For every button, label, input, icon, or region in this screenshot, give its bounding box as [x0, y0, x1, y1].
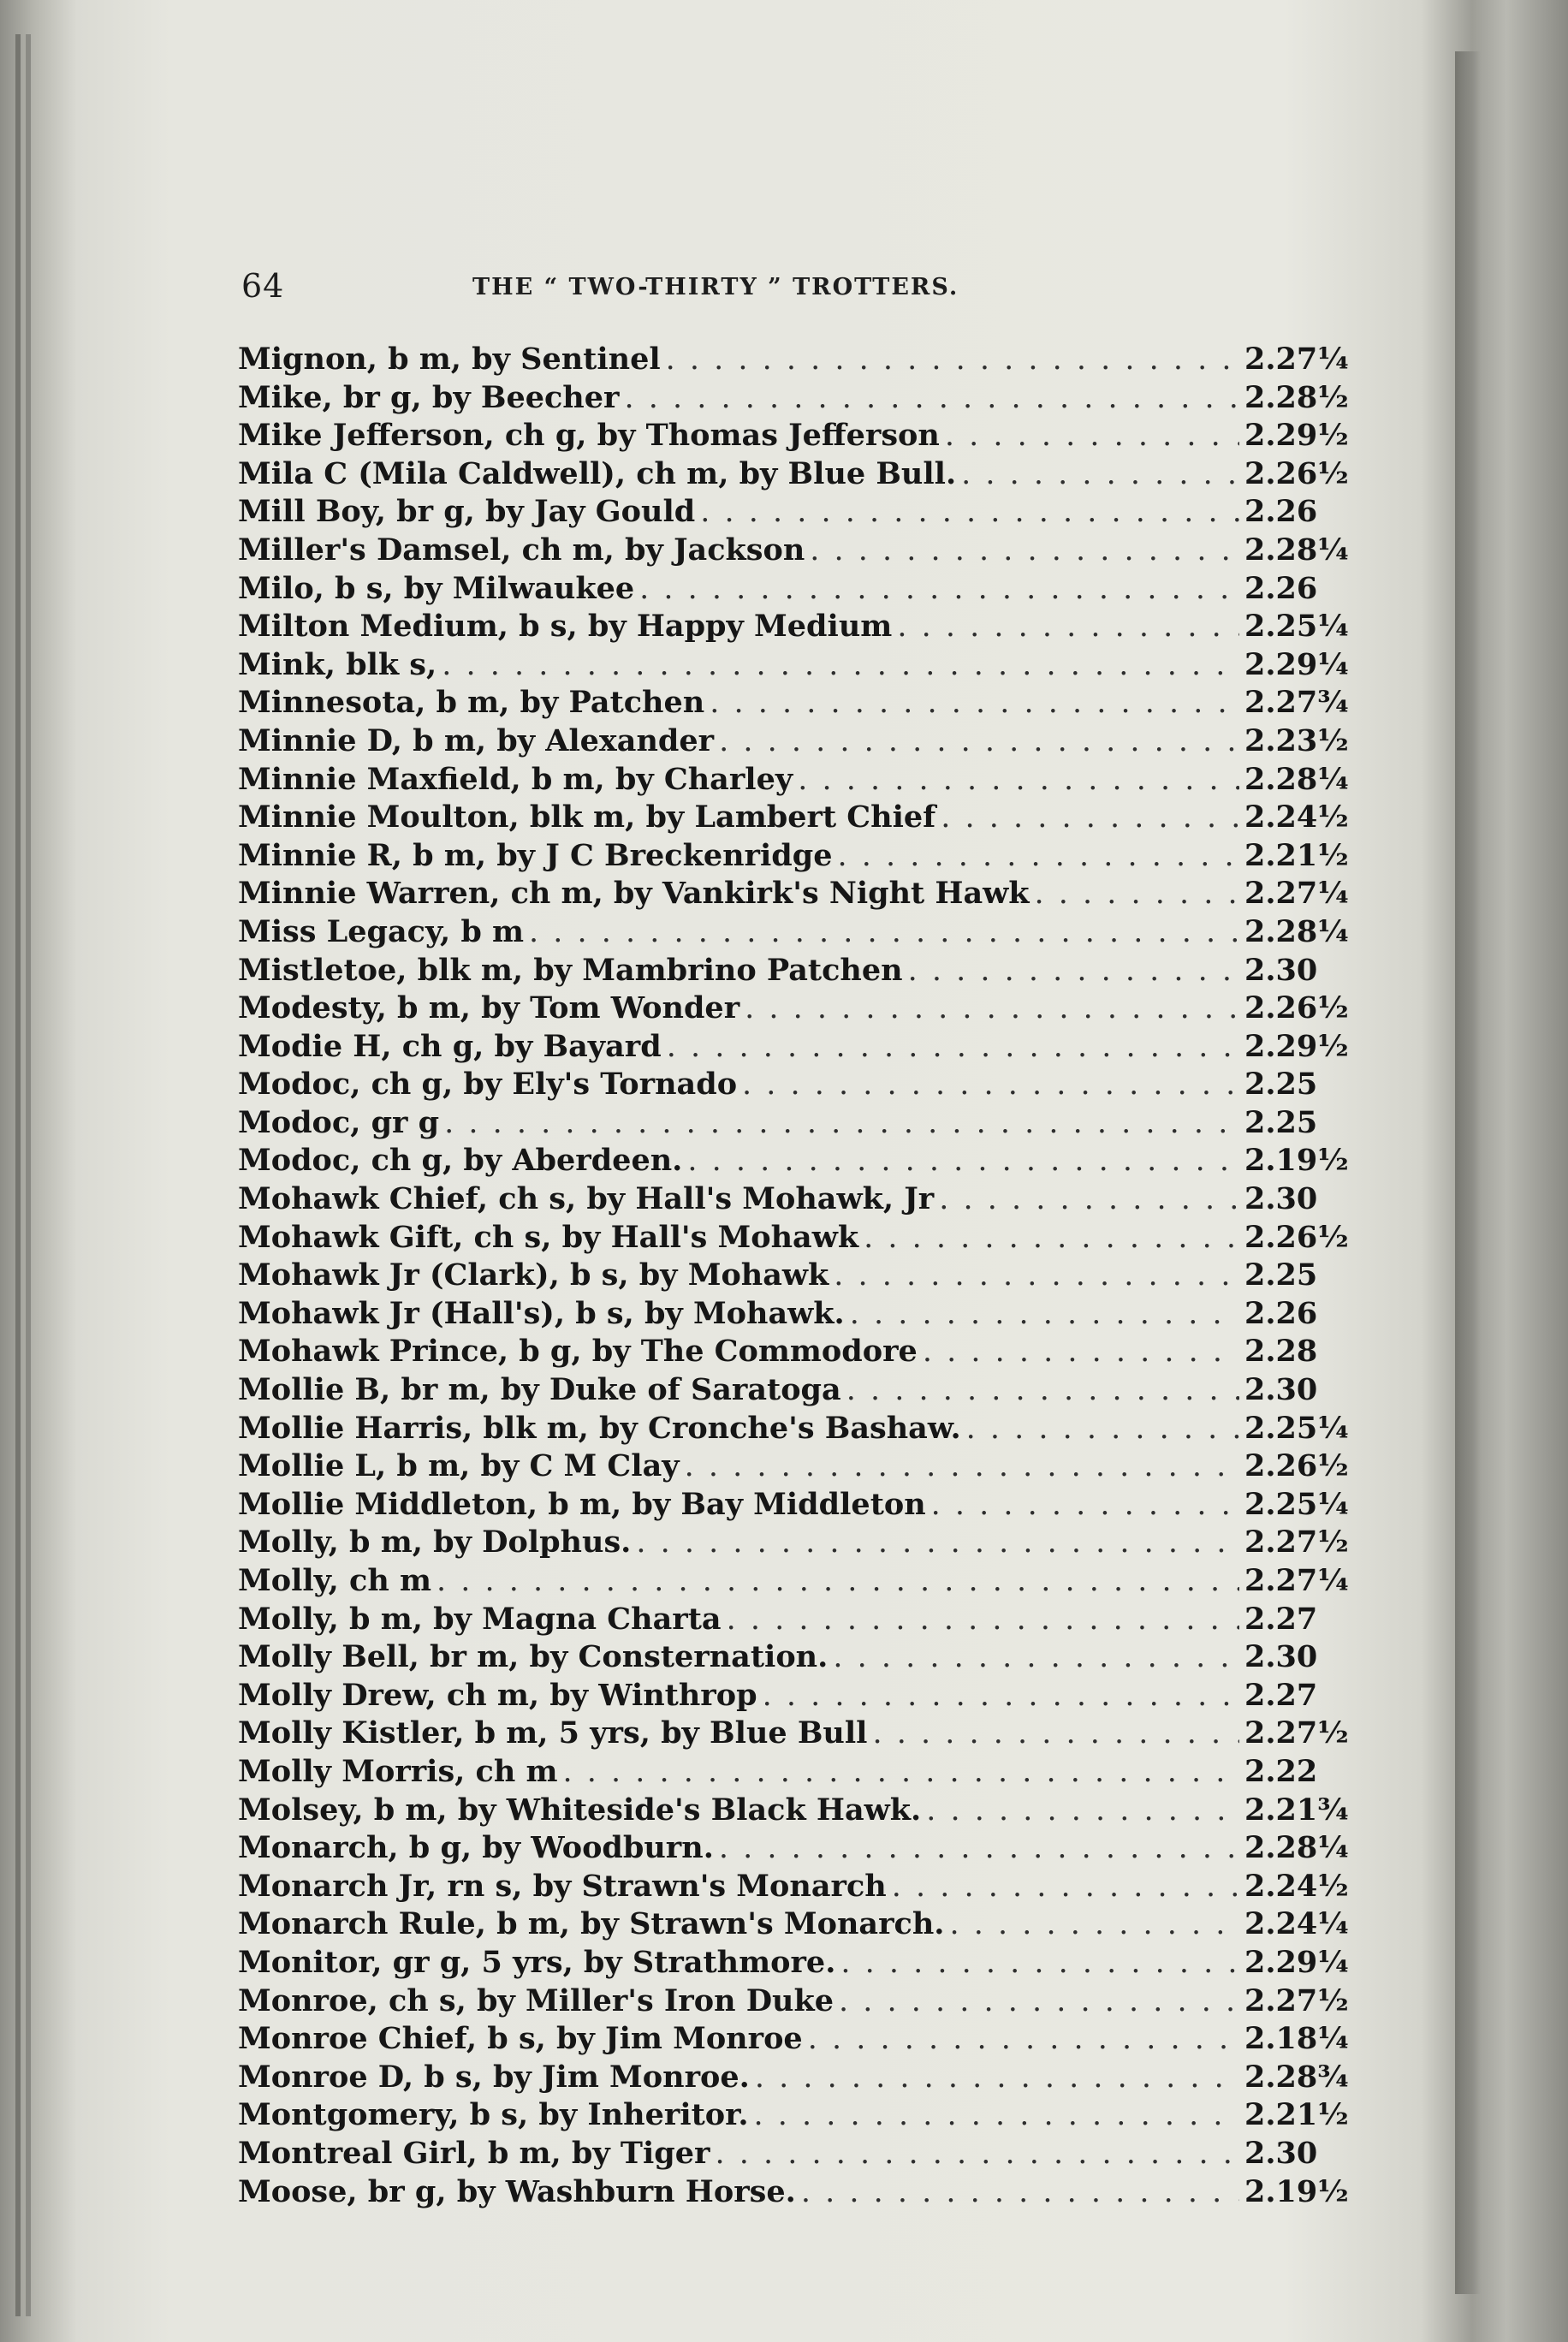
- list-item: [238, 1944, 1349, 1982]
- horse-description: Moose, br g, by Washburn Horse.: [238, 2173, 796, 2209]
- list-item: [238, 761, 1349, 799]
- horse-description: Minnesota, b m, by Patchen: [238, 685, 705, 721]
- dot-leader: [872, 1715, 1239, 1753]
- horse-description: Minnie Maxfield, b m, by Charley: [238, 761, 793, 797]
- list-item: [238, 1677, 1325, 1715]
- dot-leader: [931, 1486, 1239, 1525]
- record-time: 2.25¼: [1244, 609, 1349, 645]
- list-item: [238, 1829, 1349, 1868]
- dot-leader: [908, 952, 1239, 990]
- record-time: 2.26½: [1244, 455, 1349, 491]
- record-time: 2.30: [1244, 1639, 1318, 1675]
- horse-description: Miss Legacy, b m: [238, 913, 525, 949]
- horse-description: Modoc, ch g, by Aberdeen.: [238, 1143, 683, 1179]
- record-time: 2.25¼: [1244, 1410, 1349, 1446]
- horse-description: Molly, ch m: [238, 1563, 432, 1598]
- record-time: 2.24½: [1244, 1868, 1349, 1904]
- record-time: 2.28½: [1244, 379, 1349, 415]
- dot-leader: [801, 2173, 1239, 2212]
- list-item: [238, 913, 1349, 952]
- list-item: [238, 1066, 1325, 1104]
- horse-description: Modie H, ch g, by Bayard: [238, 1028, 662, 1064]
- horse-description: Milton Medium, b s, by Happy Medium: [238, 609, 893, 645]
- list-item: [238, 2059, 1349, 2097]
- record-time: 2.28¼: [1244, 913, 1349, 949]
- horse-description: Monroe, ch s, by Miller's Iron Duke: [238, 1982, 834, 2018]
- horse-description: Mohawk Jr (Clark), b s, by Mohawk: [238, 1257, 829, 1293]
- page-edge: [15, 34, 21, 2316]
- horse-description: Monarch Jr, rn s, by Strawn's Monarch: [238, 1868, 887, 1904]
- record-time: 2.29¼: [1244, 1944, 1349, 1980]
- dot-leader: [923, 1333, 1239, 1371]
- horse-description: Mollie Middleton, b m, by Bay Middleton: [238, 1486, 926, 1522]
- list-item: [238, 532, 1349, 570]
- dot-leader: [666, 341, 1239, 379]
- record-time: 2.28¼: [1244, 1830, 1349, 1866]
- record-time: 2.30: [1244, 1181, 1318, 1217]
- record-time: 2.23½: [1244, 722, 1349, 758]
- list-item: [238, 952, 1325, 990]
- record-time: 2.19½: [1244, 1143, 1349, 1179]
- horse-description: Montreal Girl, b m, by Tiger: [238, 2135, 710, 2171]
- list-item: [238, 1104, 1325, 1143]
- list-item: [238, 1333, 1325, 1371]
- dot-leader: [839, 1982, 1239, 2021]
- record-time: 2.27¼: [1244, 342, 1349, 377]
- record-time: 2.28¼: [1244, 532, 1349, 568]
- horse-description: Mike Jefferson, ch g, by Thomas Jefferson: [238, 418, 940, 454]
- record-time: 2.18¼: [1244, 2021, 1349, 2057]
- horse-description: Minnie D, b m, by Alexander: [238, 722, 715, 758]
- record-time: 2.24½: [1244, 799, 1349, 835]
- dot-leader: [710, 684, 1239, 722]
- list-item: [238, 417, 1349, 455]
- record-time: 2.24¼: [1244, 1906, 1349, 1942]
- list-item: [238, 1219, 1349, 1257]
- horse-description: Minnie R, b m, by J C Breckenridge: [238, 837, 833, 873]
- dot-leader: [639, 570, 1239, 609]
- record-time: 2.27½: [1244, 1982, 1349, 2018]
- horse-description: Mill Boy, br g, by Jay Gould: [238, 494, 696, 530]
- list-item: [238, 2096, 1349, 2135]
- dot-leader: [745, 990, 1239, 1028]
- list-item: [238, 1447, 1349, 1486]
- dot-leader: [1035, 875, 1239, 913]
- dot-leader: [961, 455, 1239, 494]
- list-item: [238, 1982, 1349, 2021]
- horse-description: Modesty, b m, by Tom Wonder: [238, 990, 740, 1026]
- horse-description: Modoc, ch g, by Ely's Tornado: [238, 1067, 738, 1103]
- dot-leader: [808, 2020, 1239, 2059]
- dot-leader: [892, 1868, 1239, 1906]
- dot-leader: [727, 1601, 1239, 1639]
- dot-leader: [700, 493, 1239, 532]
- record-time: 2.26½: [1244, 1219, 1349, 1255]
- dot-leader: [834, 1257, 1239, 1295]
- dot-leader: [437, 1562, 1239, 1601]
- list-item: [238, 570, 1325, 609]
- list-item: [238, 837, 1349, 876]
- horse-description: Mohawk Gift, ch s, by Hall's Mohawk: [238, 1219, 859, 1255]
- list-item: [238, 608, 1349, 646]
- list-item: [238, 1524, 1349, 1562]
- horse-description: Milo, b s, by Milwaukee: [238, 570, 635, 606]
- horse-description: Mohawk Prince, b g, by The Commodore: [238, 1334, 918, 1370]
- record-time: 2.30: [1244, 2135, 1318, 2171]
- list-item: [238, 684, 1349, 722]
- list-item: [238, 341, 1349, 379]
- dot-leader: [798, 761, 1239, 799]
- list-item: [238, 1295, 1325, 1334]
- record-time: 2.27¾: [1244, 685, 1349, 721]
- dot-leader: [810, 532, 1239, 570]
- page-edge: [26, 34, 31, 2316]
- dot-leader: [864, 1219, 1239, 1257]
- list-item: [238, 1028, 1349, 1067]
- record-time: 2.22: [1244, 1753, 1318, 1789]
- horse-description: Minnie Warren, ch m, by Vankirk's Night Hawk: [238, 876, 1030, 912]
- horse-description: Molly, b m, by Dolphus.: [238, 1525, 632, 1560]
- dot-leader: [667, 1028, 1239, 1067]
- record-time: 2.25: [1244, 1067, 1318, 1103]
- dot-leader: [945, 417, 1239, 455]
- record-time: 2.27½: [1244, 1525, 1349, 1560]
- list-item: [238, 1486, 1349, 1525]
- horse-description: Molly Drew, ch m, by Winthrop: [238, 1677, 757, 1713]
- record-time: 2.21¾: [1244, 1792, 1349, 1828]
- record-time: 2.27¼: [1244, 1563, 1349, 1598]
- list-item: [238, 1257, 1325, 1295]
- dot-leader: [715, 2135, 1239, 2173]
- dot-leader: [941, 799, 1239, 837]
- dot-leader: [838, 837, 1240, 876]
- record-time: 2.27: [1244, 1601, 1318, 1637]
- dot-leader: [833, 1638, 1239, 1677]
- record-time: 2.28¾: [1244, 2059, 1349, 2095]
- dot-leader: [897, 608, 1239, 646]
- dot-leader: [846, 1371, 1239, 1410]
- list-item: [238, 2020, 1349, 2059]
- horse-description: Mohawk Chief, ch s, by Hall's Mohawk, Jr: [238, 1181, 935, 1217]
- record-time: 2.21½: [1244, 837, 1349, 873]
- horse-description: Miller's Damsel, ch m, by Jackson: [238, 532, 805, 568]
- dot-leader: [850, 1295, 1239, 1334]
- horse-description: Mila C (Mila Caldwell), ch m, by Blue Bull.: [238, 455, 957, 491]
- record-time: 2.26½: [1244, 1448, 1349, 1484]
- running-title: THE “ TWO-THIRTY ” TROTTERS.: [472, 274, 959, 300]
- record-time: 2.29¼: [1244, 646, 1349, 682]
- record-time: 2.21½: [1244, 2097, 1349, 2133]
- list-item: [238, 1792, 1349, 1830]
- horse-description: Monarch, b g, by Woodburn.: [238, 1830, 714, 1866]
- dot-leader: [966, 1410, 1239, 1448]
- record-time: 2.25: [1244, 1104, 1318, 1140]
- horse-description: Minnie Moulton, blk m, by Lambert Chief: [238, 799, 936, 835]
- list-item: [238, 1410, 1349, 1448]
- horse-description: Modoc, gr g: [238, 1104, 440, 1140]
- record-time: 2.26: [1244, 494, 1318, 530]
- list-item: [238, 1562, 1349, 1601]
- trotter-list: [238, 341, 1349, 2211]
- list-item: [238, 379, 1349, 418]
- list-item: [238, 1905, 1349, 1944]
- dot-leader: [636, 1524, 1239, 1562]
- list-item: [238, 1715, 1349, 1753]
- horse-description: Molly Kistler, b m, 5 yrs, by Blue Bull: [238, 1715, 868, 1751]
- list-item: [238, 1753, 1325, 1792]
- dot-leader: [442, 646, 1239, 685]
- dot-leader: [742, 1066, 1239, 1104]
- horse-description: Monroe D, b s, by Jim Monroe.: [238, 2059, 750, 2095]
- horse-description: Mike, br g, by Beecher: [238, 379, 620, 415]
- list-item: [238, 1601, 1325, 1639]
- record-time: 2.27: [1244, 1677, 1318, 1713]
- list-item: [238, 1371, 1325, 1410]
- dot-leader: [719, 722, 1239, 761]
- record-time: 2.19½: [1244, 2173, 1349, 2209]
- dot-leader: [926, 1792, 1239, 1830]
- page-number: 64: [241, 267, 285, 305]
- horse-description: Mollie B, br m, by Duke of Saratoga: [238, 1372, 841, 1408]
- horse-description: Mignon, b m, by Sentinel: [238, 342, 661, 377]
- list-item: [238, 646, 1349, 685]
- horse-description: Montgomery, b s, by Inheritor.: [238, 2097, 749, 2133]
- list-item: [238, 1638, 1325, 1677]
- horse-description: Mollie L, b m, by C M Clay: [238, 1448, 680, 1484]
- dot-leader: [624, 379, 1239, 418]
- dot-leader: [949, 1905, 1239, 1944]
- dot-leader: [754, 2096, 1239, 2135]
- dot-leader: [763, 1677, 1239, 1715]
- list-item: [238, 722, 1349, 761]
- dot-leader: [840, 1944, 1239, 1982]
- dot-leader: [563, 1753, 1239, 1792]
- page-header: [241, 267, 1097, 310]
- list-item: [238, 2173, 1349, 2212]
- dot-leader: [755, 2059, 1239, 2097]
- list-item: [238, 1868, 1349, 1906]
- horse-description: Monitor, gr g, 5 yrs, by Strathmore.: [238, 1944, 836, 1980]
- horse-description: Mohawk Jr (Hall's), b s, by Mohawk.: [238, 1295, 845, 1331]
- horse-description: Molly Morris, ch m: [238, 1753, 558, 1789]
- record-time: 2.26: [1244, 1295, 1318, 1331]
- dot-leader: [939, 1180, 1239, 1219]
- dot-leader: [529, 913, 1239, 952]
- list-item: [238, 799, 1349, 837]
- page: [51, 34, 1464, 2311]
- list-item: [238, 455, 1349, 494]
- list-item: [238, 1180, 1325, 1219]
- dot-leader: [687, 1142, 1239, 1180]
- list-item: [238, 493, 1325, 532]
- record-time: 2.30: [1244, 952, 1318, 988]
- record-time: 2.27½: [1244, 1715, 1349, 1751]
- horse-description: Mistletoe, blk m, by Mambrino Patchen: [238, 952, 903, 988]
- list-item: [238, 875, 1349, 913]
- record-time: 2.30: [1244, 1372, 1318, 1408]
- horse-description: Molly Bell, br m, by Consternation.: [238, 1639, 829, 1675]
- horse-description: Molsey, b m, by Whiteside's Black Hawk.: [238, 1792, 922, 1828]
- record-time: 2.26: [1244, 570, 1318, 606]
- record-time: 2.26½: [1244, 990, 1349, 1026]
- record-time: 2.28¼: [1244, 761, 1349, 797]
- dot-leader: [685, 1447, 1239, 1486]
- record-time: 2.25¼: [1244, 1486, 1349, 1522]
- record-time: 2.28: [1244, 1334, 1318, 1370]
- dot-leader: [444, 1104, 1239, 1143]
- list-item: [238, 990, 1349, 1028]
- record-time: 2.29½: [1244, 418, 1349, 454]
- horse-description: Monroe Chief, b s, by Jim Monroe: [238, 2021, 803, 2057]
- record-time: 2.25: [1244, 1257, 1318, 1293]
- horse-description: Mollie Harris, blk m, by Cronche's Bashaw.: [238, 1410, 961, 1446]
- record-time: 2.27¼: [1244, 876, 1349, 912]
- list-item: [238, 2135, 1325, 2173]
- dot-leader: [719, 1829, 1239, 1868]
- horse-description: Mink, blk s,: [238, 646, 437, 682]
- list-item: [238, 1142, 1349, 1180]
- horse-description: Molly, b m, by Magna Charta: [238, 1601, 722, 1637]
- record-time: 2.29½: [1244, 1028, 1349, 1064]
- horse-description: Monarch Rule, b m, by Strawn's Monarch.: [238, 1906, 945, 1942]
